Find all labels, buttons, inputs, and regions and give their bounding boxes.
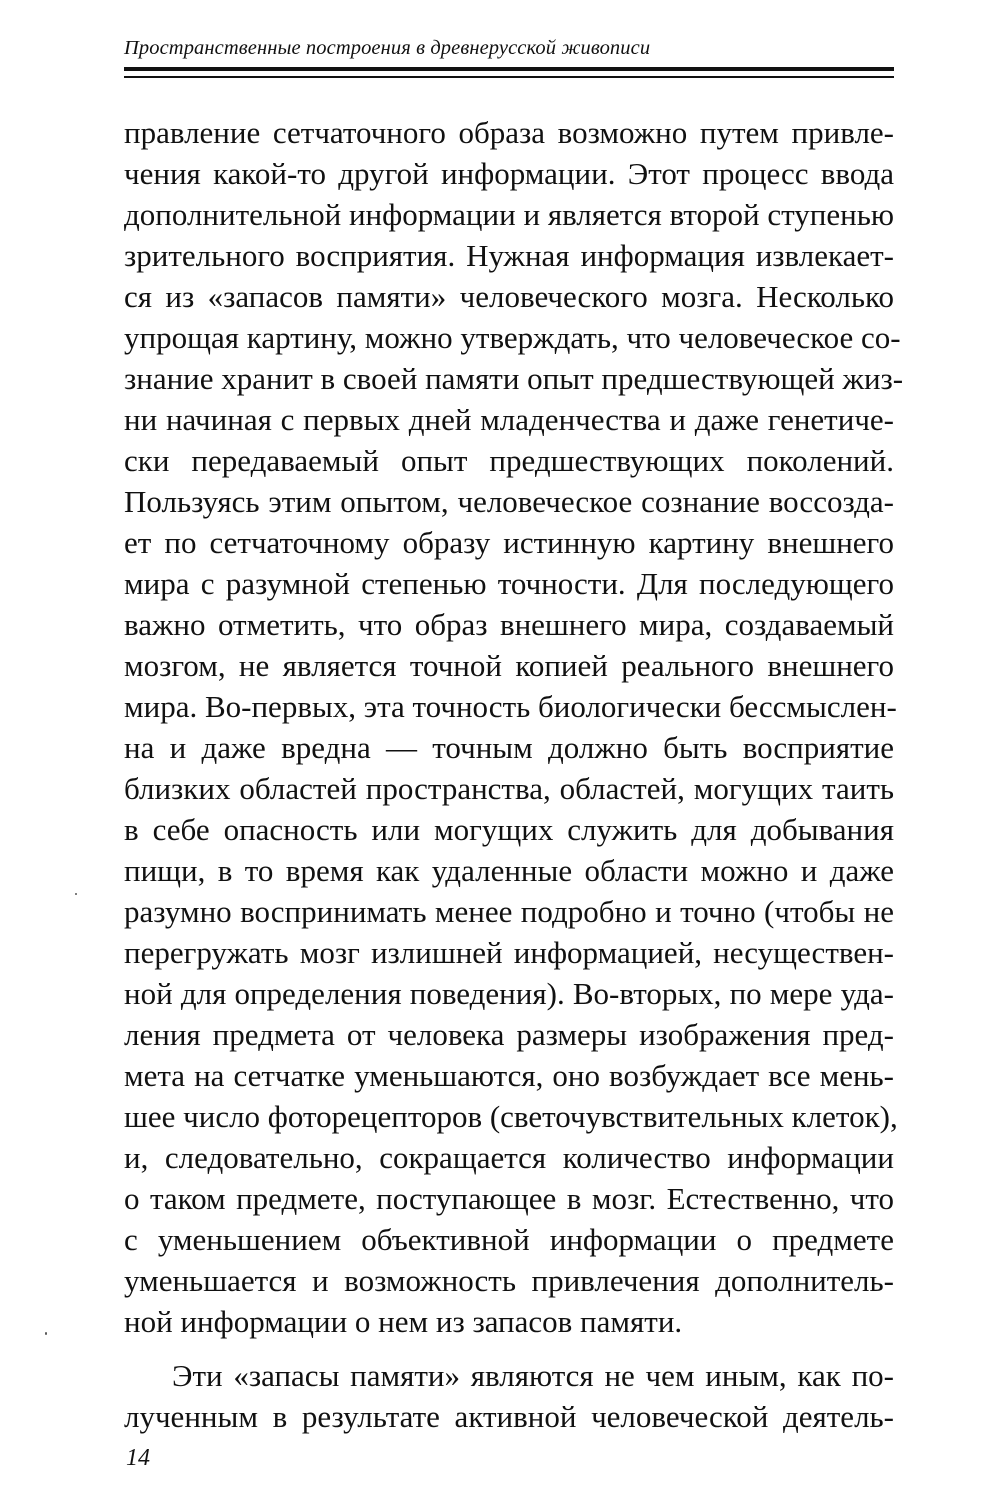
scan-speck <box>75 893 77 895</box>
text-line: разумно воспринимать менее подробно и точно (чтобы не <box>124 894 894 929</box>
text-line: шее число фоторецепторов (светочувствительных клеток), <box>124 1099 898 1134</box>
text-line: ной для определения поведения). Во-вторых, по мере уда- <box>124 976 894 1011</box>
text-line: уменьшается и возможность привлечения дополнитель- <box>124 1263 894 1298</box>
text-line: перегружать мозг излишней информацией, несуществен- <box>124 935 894 970</box>
text-line: близких областей пространства, областей, могущих таить <box>124 771 894 806</box>
text-line: знание хранит в своей памяти опыт предшествующей жиз- <box>124 361 904 396</box>
text-line: ет по сетчаточному образу истинную картину внешнего <box>124 525 894 560</box>
text-line: ления предмета от человека размеры изображения пред- <box>124 1017 894 1052</box>
page-body <box>124 112 904 1437</box>
text-line: ни начиная с первых дней младенчества и даже генетиче- <box>124 402 894 437</box>
text-line: на и даже вредна — точным должно быть восприятие <box>124 730 894 765</box>
text-line: ся из «запасов памяти» человеческого мозга. Несколько <box>124 279 894 314</box>
text-line: ски передаваемый опыт предшествующих поколений. <box>124 443 894 478</box>
text-line: зрительного восприятия. Нужная информация извлекает- <box>124 238 894 273</box>
header-rule-thick <box>124 67 894 71</box>
text-line: в себе опасность или могущих служить для добывания <box>124 812 894 847</box>
text-line: мета на сетчатке уменьшаются, оно возбуждает все мень- <box>124 1058 894 1093</box>
text-line: и, следовательно, сокращается количество информации <box>124 1140 894 1175</box>
text-line: важно отметить, что образ внешнего мира, создаваемый <box>124 607 894 642</box>
text-line: мира. Во-первых, эта точность биологически бессмыслен- <box>124 689 897 724</box>
text-line: дополнительной информации и является второй ступенью <box>124 197 894 232</box>
text-line: упрощая картину, можно утверждать, что человеческое со- <box>124 320 901 355</box>
scan-speck <box>45 1332 47 1335</box>
text-line: о таком предмете, поступающее в мозг. Естественно, что <box>124 1181 894 1216</box>
text-line: пищи, в то время как удаленные области можно и даже <box>124 853 894 888</box>
paragraph-2 <box>124 1355 894 1437</box>
paragraph-gap <box>124 1342 894 1355</box>
paragraph-1 <box>124 112 904 1342</box>
text-line: мира с разумной степенью точности. Для последующего <box>124 566 894 601</box>
text-line: Эти «запасы памяти» являются не чем иным, как по- <box>172 1358 894 1393</box>
running-header-title: Пространственные построения в древнерусской живописи <box>124 37 651 59</box>
page-number: 14 <box>126 1445 150 1471</box>
text-line: правление сетчаточного образа возможно путем привле- <box>124 115 894 150</box>
text-line: мозгом, не является точной копией реального внешнего <box>124 648 894 683</box>
text-line: чения какой-то другой информации. Этот процесс ввода <box>124 156 894 191</box>
text-line: лученным в результате активной человеческой деятель- <box>124 1399 894 1434</box>
header-rule-thin <box>124 76 894 78</box>
text-line: ной информации о нем из запасов памяти. <box>124 1304 683 1339</box>
text-line: Пользуясь этим опытом, человеческое сознание воссозда- <box>124 484 894 519</box>
text-line: с уменьшением объективной информации о предмете <box>124 1222 894 1257</box>
